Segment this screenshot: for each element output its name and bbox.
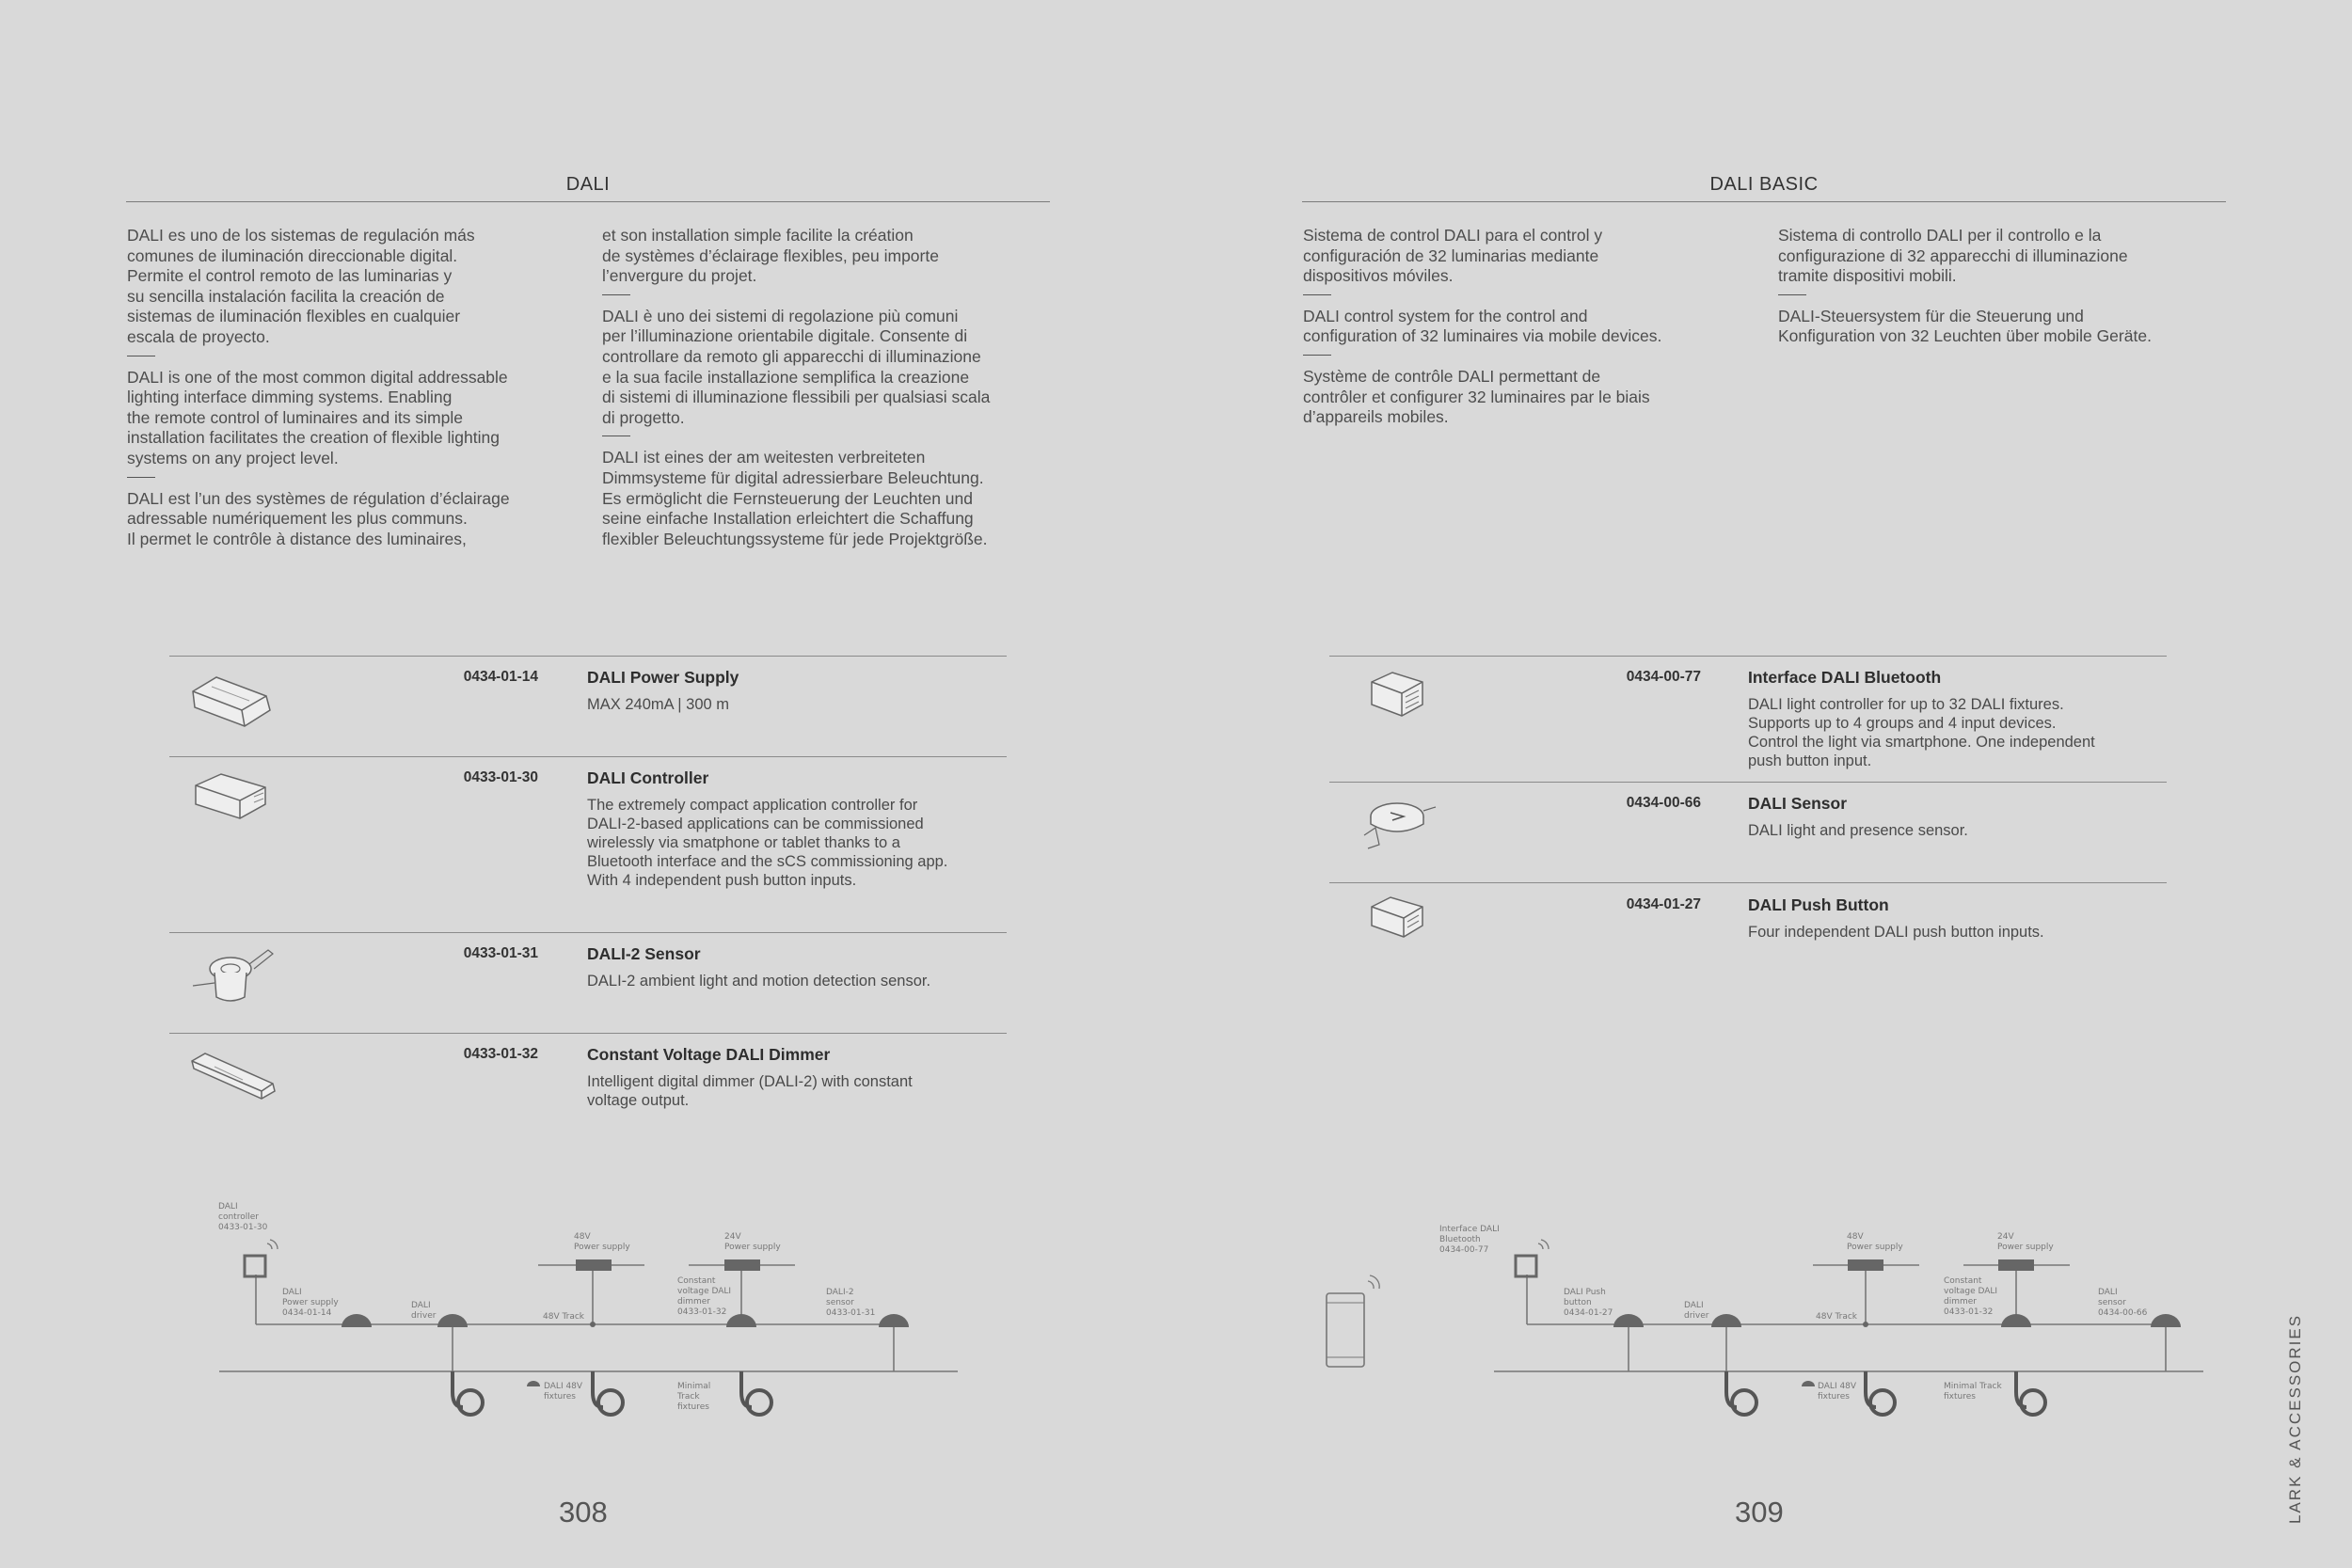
divider	[1303, 355, 1331, 356]
product-code: 0434-00-77	[1626, 669, 1701, 685]
product-name: Interface DALI Bluetooth	[1748, 668, 1942, 687]
sensor-thumbnail	[188, 941, 278, 1011]
left-text-column-2	[602, 226, 1054, 549]
wireless-icon	[1368, 1275, 1379, 1289]
text-fr: DALI est l’un des systèmes de régulation d’éclairage adressable numériquement les plus communs. Il permet le contrôle à distance des luminaires,	[127, 488, 510, 548]
product-row-divider	[169, 932, 1007, 933]
svg-text:Constantvoltage DALIdimmer0433: Constant voltage DALI dimmer 0433-01-32	[677, 1276, 732, 1317]
right-title-rule	[1302, 201, 2226, 202]
page-number: 309	[1735, 1496, 1784, 1528]
right-page	[1176, 0, 2352, 1568]
product-name: DALI-2 Sensor	[587, 944, 701, 963]
product-description: MAX 240mA | 300 m	[587, 696, 730, 713]
svg-text:Interface DALIBluetooth0434-00: Interface DALI Bluetooth 0434-00-77	[1439, 1225, 1500, 1255]
right-wiring-diagram	[1176, 1185, 2352, 1430]
svg-text:DALIsensor0434-00-66: DALI sensor 0434-00-66	[2098, 1288, 2148, 1318]
product-code: 0434-01-27	[1626, 896, 1701, 912]
text-de: DALI-Steuersystem für die Steuerung und Konfiguration von 32 Leuchten über mobile Geräte.	[1778, 306, 2152, 346]
svg-text:DALI 48Vfixtures: DALI 48V fixtures	[544, 1382, 583, 1402]
text-es: Sistema de control DALI para el control y configuración de 32 luminarias mediante dispositivos móviles.	[1303, 226, 1603, 286]
svg-text:Constantvoltage DALIdimmer0433: Constant voltage DALI dimmer 0433-01-32	[1944, 1276, 1998, 1317]
svg-text:DALIdriver: DALI driver	[1684, 1301, 1709, 1321]
svg-text:DALIdriver: DALI driver	[411, 1301, 437, 1321]
text-it: Sistema di controllo DALI per il controllo e la configurazione di 32 apparecchi di illuminazione tramite dispositivi mobili.	[1778, 226, 2128, 286]
product-description: DALI light controller for up to 32 DALI fixtures. Supports up to 4 groups and 4 input devices. Control the light via smartphone. One independent push button input.	[1748, 696, 2095, 769]
product-description: DALI-2 ambient light and motion detection sensor.	[587, 973, 931, 990]
divider	[602, 294, 630, 295]
product-row-divider	[169, 756, 1007, 757]
product-description: The extremely compact application controller for DALI-2-based applications can be commissioned wirelessly via smatphone or tablet thanks to a Bluetooth interface and the sCS commissioning app. With 4 independent push button inputs.	[587, 797, 948, 889]
svg-text:MinimalTrackfixtures: Minimal Track fixtures	[677, 1382, 711, 1412]
product-row-divider	[1329, 656, 2167, 657]
product-name: DALI Push Button	[1748, 895, 1889, 914]
left-text-column-1	[127, 226, 579, 549]
svg-text:DALIcontroller0433-01-30: DALI controller 0433-01-30	[218, 1202, 268, 1232]
svg-text:DALI Pushbutton0434-01-27: DALI Push button 0434-01-27	[1564, 1288, 1613, 1318]
product-row-divider	[169, 1033, 1007, 1034]
product-description: DALI light and presence sensor.	[1748, 822, 1968, 839]
product-row-divider	[169, 656, 1007, 657]
svg-text:24VPower supply: 24V Power supply	[724, 1232, 781, 1252]
product-name: Constant Voltage DALI Dimmer	[587, 1045, 831, 1064]
diagram-label: DALI	[218, 1202, 238, 1212]
left-section-title: DALI	[565, 174, 611, 195]
product-name: DALI Power Supply	[587, 668, 739, 687]
product-code: 0433-01-32	[463, 1046, 538, 1062]
svg-text:DALI-2sensor0433-01-31: DALI-2 sensor 0433-01-31	[826, 1288, 876, 1318]
product-name: DALI Controller	[587, 768, 709, 787]
product-code: 0434-01-14	[463, 669, 538, 685]
svg-text:DALIPower supply0434-01-14: DALI Power supply 0434-01-14	[282, 1288, 339, 1318]
svg-text:48VPower supply: 48V Power supply	[1847, 1232, 1903, 1252]
svg-text:DALI 48Vfixtures: DALI 48V fixtures	[1818, 1382, 1857, 1402]
svg-text:48V Track: 48V Track	[1816, 1312, 1858, 1322]
left-wiring-diagram	[0, 1185, 1176, 1430]
smartphone-icon	[1327, 1293, 1364, 1367]
text-fr: Système de contrôle DALI permettant de contrôler et configurer 32 luminaires par le biais d’appareils mobiles.	[1303, 366, 1650, 427]
product-row-divider	[1329, 782, 2167, 783]
text-it: DALI è uno dei sistemi di regolazione più comuni per l’illuminazione orientabile digitale. Consente di controllare da remoto gli apparecchi di illuminazione e la sua facile installazione semplifica la creazione di sistemi di illuminazione flessibili per qualsiasi scala di progetto.	[602, 306, 991, 427]
svg-text:48V Track: 48V Track	[543, 1312, 585, 1322]
svg-text:Minimal Trackfixtures: Minimal Track fixtures	[1944, 1382, 2002, 1402]
dimmer-thumbnail	[186, 1044, 280, 1105]
svg-text:48VPower supply: 48V Power supply	[574, 1232, 630, 1252]
controller-symbol	[245, 1256, 265, 1276]
text-en: DALI control system for the control and configuration of 32 luminaires via mobile devices.	[1303, 306, 1662, 346]
divider	[1303, 294, 1331, 295]
right-section-title: DALI BASIC	[1709, 174, 1819, 195]
page-number: 308	[559, 1496, 608, 1528]
right-text-column-2	[1778, 226, 2230, 347]
product-description: Four independent DALI push button inputs.	[1748, 924, 2044, 941]
divider	[127, 477, 155, 478]
text-de: DALI ist eines der am weitesten verbreiteten Dimmsysteme für digital adressierbare Beleuchtung. Es ermöglicht die Fernsteuerung der Leuchten und seine einfache Installation erleichtert die Schaffung flexibler Beleuchtungssysteme für jede Projektgröße.	[602, 448, 988, 548]
product-code: 0434-00-66	[1626, 795, 1701, 811]
product-description: Intelligent digital dimmer (DALI-2) with constant voltage output.	[587, 1073, 913, 1109]
product-row-divider	[1329, 882, 2167, 883]
controller-thumbnail	[188, 767, 273, 828]
push-button-thumbnail	[1364, 892, 1430, 943]
product-code: 0433-01-31	[463, 945, 538, 961]
spine-label: LARK & ACCESSORIES	[2286, 1313, 2304, 1524]
svg-text:24VPower supply: 24V Power supply	[1997, 1232, 2054, 1252]
wireless-icon	[267, 1240, 278, 1249]
right-text-column-1	[1303, 226, 1755, 428]
text-fr-cont: et son installation simple facilite la création de systèmes d’éclairage flexibles, peu importe l’envergure du projet.	[602, 226, 939, 286]
power-supply-thumbnail	[183, 668, 278, 734]
dali-sensor-thumbnail	[1355, 790, 1439, 851]
product-name: DALI Sensor	[1748, 794, 1848, 813]
divider	[1778, 294, 1806, 295]
text-en: DALI is one of the most common digital addressable lighting interface dimming systems. Enabling the remote control of luminaires and its simple installation facilitates the creation of flexible lighting systems on any project level.	[127, 367, 508, 467]
product-code: 0433-01-30	[463, 769, 538, 785]
interface-symbol	[1516, 1256, 1536, 1276]
bluetooth-interface-thumbnail	[1364, 665, 1430, 721]
text-es: DALI es uno de los sistemas de regulación más comunes de iluminación direccionable digital. Permite el control remoto de las luminarias y su sencilla instalación facilita la creación de sistemas de iluminación flexibles en cualquier escala de proyecto.	[127, 226, 475, 346]
left-title-rule	[126, 201, 1050, 202]
